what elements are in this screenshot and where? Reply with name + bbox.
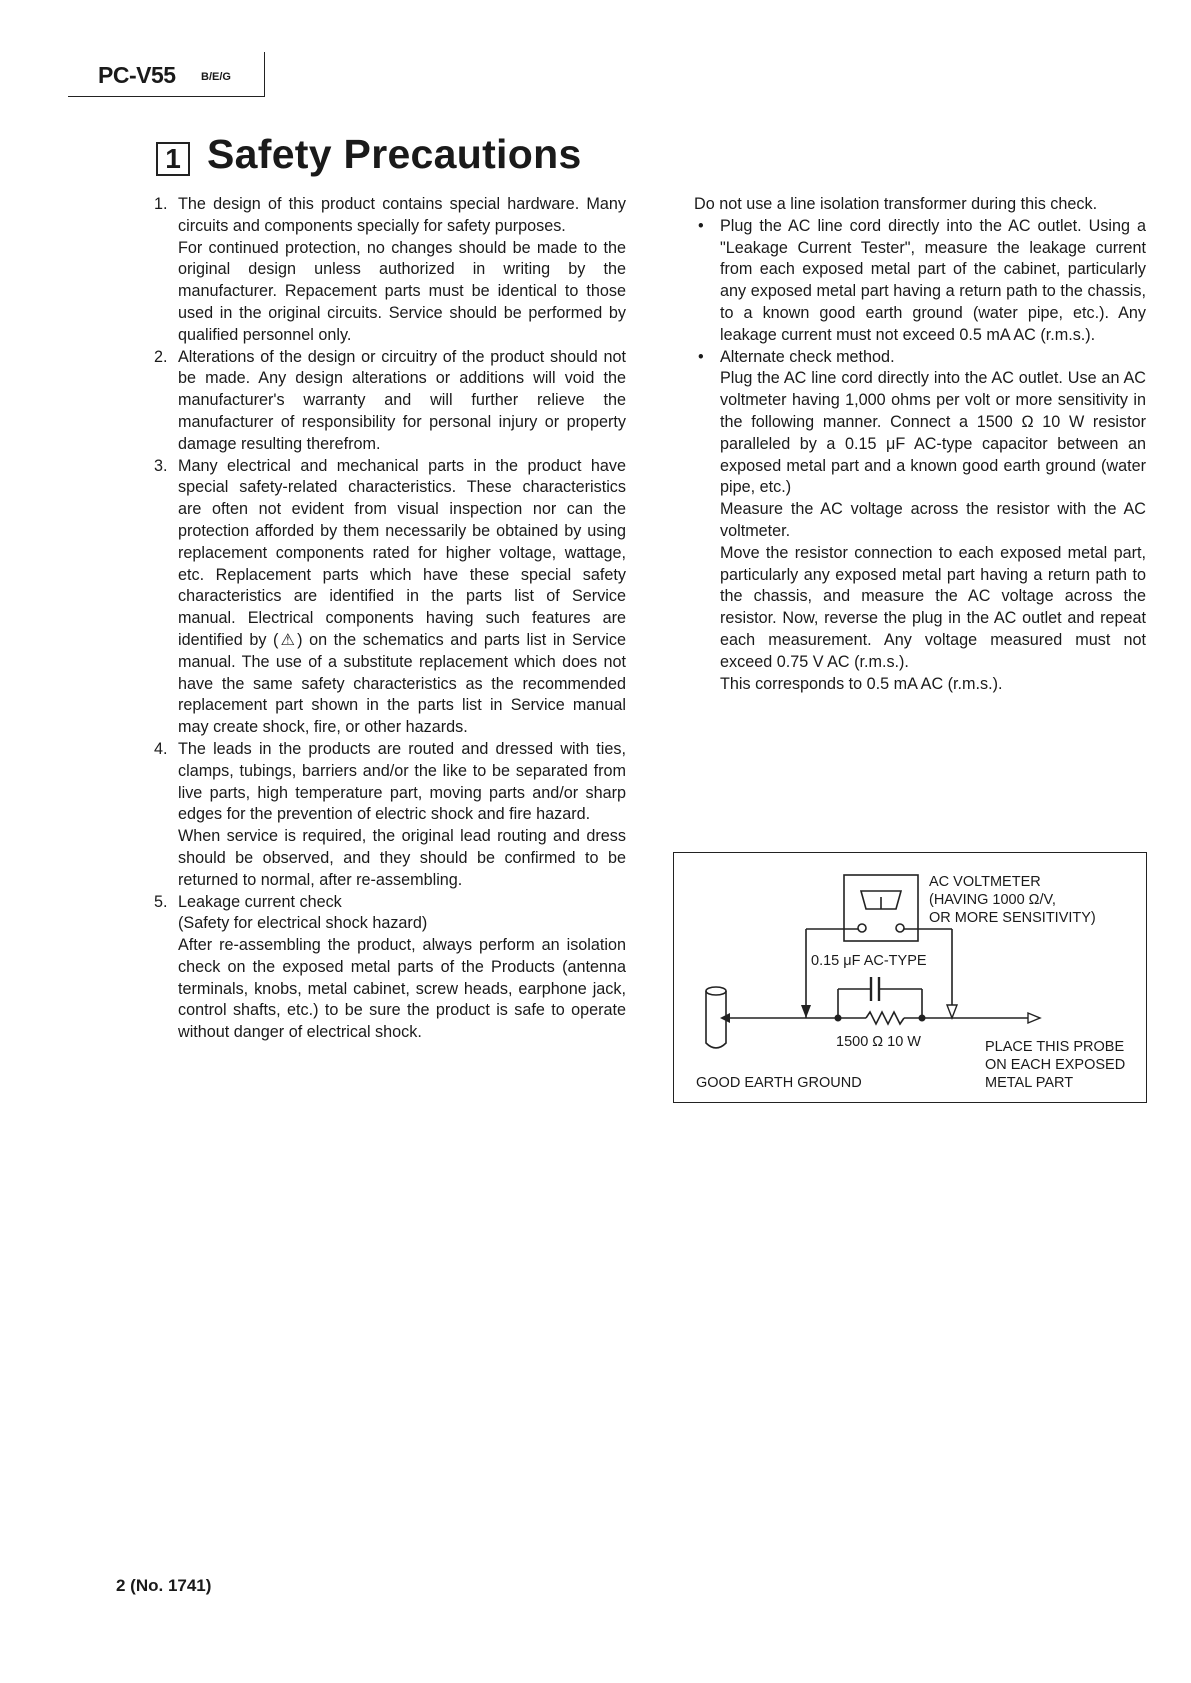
page-number: 2 (No. 1741) (116, 1576, 212, 1595)
list-item-4 (154, 739, 626, 892)
lead-arrow-icon (801, 1005, 811, 1018)
item-paragraph: When service is required, the original lead routing and dress should be observed, and they should be confirmed to be returned to normal, after re-assembling. (178, 827, 626, 889)
item-number: 1. (154, 195, 168, 213)
model-variant: B/E/G (201, 71, 231, 83)
item-paragraph: The design of this product contains special hardware. Many circuits and components specially for safety purposes. (178, 195, 626, 235)
item-paragraph: (Safety for electrical shock hazard) (178, 914, 428, 933)
intro-paragraph: Do not use a line isolation transformer during this check. (694, 195, 1098, 213)
list-item-3 (154, 456, 626, 739)
list-item-2 (154, 347, 626, 456)
bullet-paragraph: Plug the AC line cord directly into the AC outlet. Use an AC voltmeter having 1,000 ohms per volt or more sensitivity in the following manner. Connect a 1500 Ω 10 W resistor paralleled by a 0.15 μF AC-type capacitor between an exposed metal part and a known good earth ground (water pipe, etc.) (720, 369, 1146, 497)
voltmeter-label-1: AC VOLTMETER (929, 874, 1041, 890)
probe-tip-icon (1028, 1013, 1040, 1023)
item-paragraph: After re-assembling the product, always perform an isolation check on the exposed metal parts of the Products (antenna terminals, knobs, metal cabinet, screw heads, earphone jack, control shafts, etc.) to be sure the product is safe to operate without danger of electrical shock. (178, 936, 626, 1042)
bullet-paragraph: This corresponds to 0.5 mA AC (r.m.s.). (720, 674, 1003, 693)
item-number: 2. (154, 347, 168, 366)
bullet-mark: • (698, 347, 704, 366)
list-item-5 (154, 892, 626, 1045)
voltmeter-label-3: OR MORE SENSITIVITY) (929, 910, 1096, 926)
resistor-label: 1500 Ω 10 W (836, 1034, 921, 1050)
bullet-item-2 (694, 347, 1146, 696)
item-paragraph: Alterations of the design or circuitry of the product should not be made. Any design alterations or additions will void the manufacturer's warranty and will further relieve the manufacturer of responsibility for personal injury or property damage resulting therefrom. (178, 347, 626, 453)
list-item-1 (154, 194, 626, 347)
leakage-test-diagram (673, 852, 1147, 1103)
bullet-paragraph: Move the resistor connection to each exposed metal part, particularly any exposed metal part having a return path to the chassis, and measure the AC voltage across the resistor. Now, reverse the plug in the AC outlet and repeat each measurement. Any voltage measured must not exceed 0.75 V AC (r.m.s.). (720, 543, 1146, 671)
probe-arrow-icon (947, 1005, 957, 1018)
item-paragraph: Leakage current check (178, 892, 342, 911)
section-title: Safety Precautions (207, 131, 582, 177)
voltmeter-label-2: (HAVING 1000 Ω/V, (929, 892, 1056, 908)
section-number: 1 (156, 142, 190, 176)
item-number: 5. (154, 892, 168, 911)
bullet-mark: • (698, 216, 704, 235)
capacitor-label: 0.15 μF AC-TYPE (811, 953, 927, 969)
item-paragraph: Many electrical and mechanical parts in the product have special safety-related characteristics. These characteristics are often not evident from visual inspection nor can the protection afforded by them necessarily be obtained by using replacement components rated for higher voltage, wattage, etc. Replacement parts which have these special safety characteristics are identified in the parts list of Service manual. Electrical components having such features are identified by (⚠) on the schematics and parts list in Service manual. The use of a substitute replacement which does not have the same safety characteristics as the recommended replacement part shown in the parts list in Service manual may create shock, fire, or other hazards. (178, 456, 626, 737)
ground-label: GOOD EARTH GROUND (696, 1075, 862, 1091)
header-rule-vertical (264, 52, 265, 97)
item-number: 4. (154, 739, 168, 758)
probe-label-2: ON EACH EXPOSED (985, 1057, 1126, 1073)
item-number: 3. (154, 456, 168, 475)
bullet-paragraph: Plug the AC line cord directly into the AC outlet. Using a "Leakage Current Tester", measure the leakage current from each exposed metal part of the cabinet, particularly any exposed metal part having a return path to the chassis, to a known good earth ground (water pipe, etc.). Any leakage current must not exceed 0.5 mA AC (r.m.s.). (720, 216, 1146, 344)
left-column (154, 194, 626, 1044)
bullet-paragraph: Measure the AC voltage across the resistor with the AC voltmeter. (720, 500, 1146, 540)
probe-label-3: METAL PART (985, 1075, 1074, 1091)
bullet-paragraph: Alternate check method. (720, 347, 895, 366)
bullet-item-1 (694, 216, 1146, 347)
probe-label-1: PLACE THIS PROBE (985, 1039, 1125, 1055)
ground-arrow-icon (720, 1013, 730, 1023)
item-paragraph: The leads in the products are routed and dressed with ties, clamps, tubings, barriers and/or the like to be separated from live parts, high temperature part, moving parts and/or sharp edges for the prevention of electric shock and fire hazard. (178, 739, 626, 824)
model-number: PC-V55 (98, 62, 176, 88)
item-paragraph: For continued protection, no changes should be made to the original design unless authorized in writing by the manufacturer. Repacement parts must be identical to those used in the original circuits. Service should be performed by qualified personnel only. (178, 238, 626, 344)
header-rule-horizontal (68, 96, 265, 97)
right-column (694, 194, 1146, 695)
